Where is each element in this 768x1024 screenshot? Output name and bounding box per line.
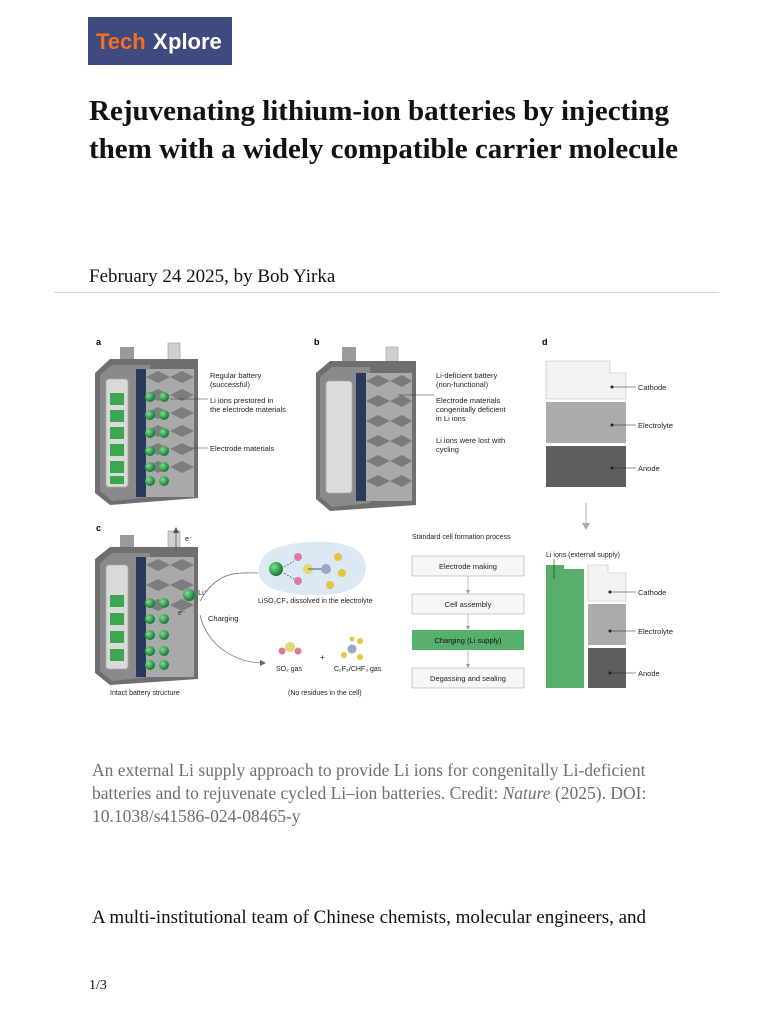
layer-stack-bottom: [546, 565, 626, 688]
article-body: A multi-institutional team of Chinese chemists, molecular engineers, and: [92, 907, 647, 928]
process-step: Degassing and sealing: [430, 674, 506, 683]
layer-label-anode: Anode: [638, 464, 660, 473]
molecule-label: LiSO₂CF₃ dissolved in the electrolyte: [258, 598, 373, 605]
panel-b-label: Li ions were lost with: [436, 436, 506, 445]
panel-a-label: Electrode materials: [210, 444, 275, 453]
panel-a-label: the electrode materials: [210, 405, 286, 414]
techxplore-logo[interactable]: [88, 17, 232, 65]
divider: [54, 292, 719, 293]
battery-a-illustration: [95, 343, 198, 505]
article-figure: [90, 333, 678, 707]
caption-journal: Nature: [502, 783, 551, 803]
plus-sign: +: [320, 653, 325, 662]
process-title: Standard cell formation process: [412, 534, 511, 541]
li-external-label: Li ions (external supply): [546, 552, 620, 559]
battery-b-illustration: [316, 347, 416, 511]
logo-text-tech: Tech: [96, 29, 146, 54]
process-step: Cell assembly: [444, 600, 492, 609]
layer-label-electrolyte: Electrolyte: [638, 421, 674, 430]
panel-a-label: Regular battery: [210, 371, 262, 380]
panel-d-letter: d: [542, 337, 548, 347]
article-title: Rejuvenating lithium-ion batteries by injecting them with a widely compatible carrier molecule: [89, 95, 678, 165]
no-residues-label: (No residues in the cell): [288, 690, 362, 697]
gas-label-c2f6: C₂F₆/CHF₃ gas: [334, 666, 382, 673]
caption-doi: (2025). DOI: 10.1038/s41586-024-08465-y: [92, 783, 647, 826]
electron-label: e⁻: [178, 610, 186, 617]
panel-b-label: Electrode materials: [436, 396, 501, 405]
layer-label-cathode: Cathode: [638, 588, 667, 597]
process-step: Electrode making: [439, 562, 497, 571]
intact-label: Intact battery structure: [110, 690, 180, 697]
panel-b-letter: b: [314, 337, 320, 347]
panel-b-label: congenitally deficient: [436, 405, 506, 414]
electron-label: e⁻: [185, 536, 193, 543]
charging-label: Charging: [208, 614, 239, 623]
caption-text: An external Li supply approach to provide Li ions for congenitally Li-deficient batteries and to rejuvenate cycled Li–ion batteries. Credit:: [92, 760, 646, 803]
panel-a-label: Li ions prestored in: [210, 396, 274, 405]
panel-b-label: in Li ions: [436, 414, 466, 423]
panel-a-letter: a: [96, 337, 102, 347]
panel-b-label: (non-functional): [436, 380, 489, 389]
logo-text-plore: plore: [168, 29, 222, 54]
panel-a-label: (successful): [210, 380, 251, 389]
layer-label-electrolyte: Electrolyte: [638, 627, 674, 636]
molecule-illustration: [259, 542, 366, 596]
page-number: 1/3: [89, 978, 107, 993]
panel-c-letter: c: [96, 523, 102, 533]
battery-c-illustration: [95, 531, 198, 685]
layer-label-anode: Anode: [638, 669, 660, 678]
process-step-highlighted: Charging (Li supply): [434, 636, 502, 645]
figure-caption: [92, 759, 682, 828]
gas-label-so2: SO₂ gas: [276, 666, 303, 673]
battery-diagram: [90, 333, 678, 707]
panel-b-label: cycling: [436, 445, 459, 454]
panel-b-label: Li-deficient battery: [436, 371, 498, 380]
logo-mark: X: [153, 29, 168, 54]
article-byline: February 24 2025, by Bob Yirka: [89, 266, 336, 287]
layer-label-cathode: Cathode: [638, 383, 667, 392]
li-ion-label: Li⁺: [198, 588, 208, 597]
